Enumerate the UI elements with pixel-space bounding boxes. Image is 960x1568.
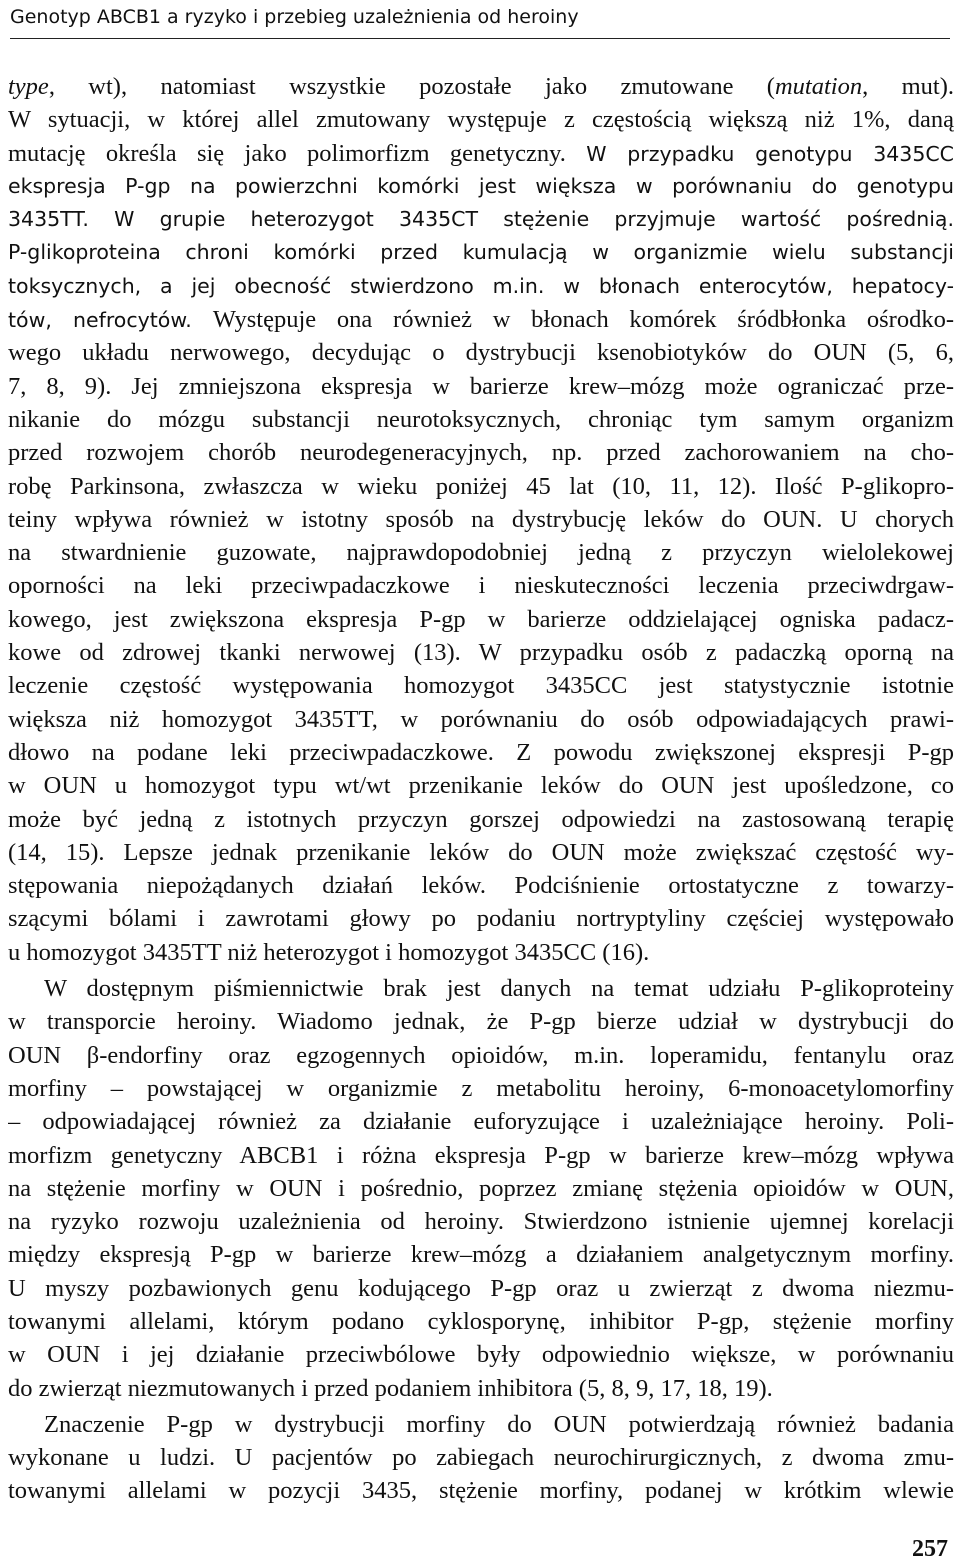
text-line (8, 1039, 954, 1072)
text-line (8, 137, 954, 170)
text-line (8, 203, 954, 236)
text-line (8, 1238, 954, 1271)
text-line (8, 270, 954, 303)
text-line (8, 1338, 954, 1371)
text-line (8, 336, 954, 369)
running-head: Genotyp ABCB1 a ryzyko i przebieg uzależnienia od heroiny (10, 4, 950, 39)
text-line (8, 869, 954, 902)
text-line (8, 1105, 954, 1138)
text-segment: na stwardnienie guzowate, najprawdopodobniej jedną z przyczyn wielolekowej (8, 539, 954, 567)
text-segment: do zwierząt niezmutowanych i przed podaniem inhibitora (5, 8, 9, 17, 18, 19). (8, 1374, 773, 1402)
text-line (8, 836, 954, 869)
text-segment: W sytuacji, w której allel zmutowany występuje z częstością większą niż 1%, daną (8, 106, 954, 134)
text-segment: między ekspresją P-gp w barierze krew–mózg a działaniem analgetycznym morfiny. (8, 1241, 954, 1269)
paragraph (8, 1408, 954, 1508)
text-segment: teiny wpływa również w istotny sposób na dystrybucję leków do OUN. U chorych (8, 505, 954, 533)
text-line (8, 936, 954, 969)
text-segment: stępowania niepożądanych działań leków. Podciśnienie ortostatyczne z towarzy- (8, 872, 954, 900)
page-number: 257 (912, 1536, 948, 1562)
text-segment: w OUN u homozygot typu wt/wt przenikanie leków do OUN jest upośledzone, co (8, 772, 954, 800)
body-text (8, 70, 954, 1508)
text-segment: wykonane u ludzi. U pacjentów po zabiegach neurochirurgicznych, z dwoma zmu- (8, 1444, 954, 1472)
text-line (8, 1072, 954, 1105)
paragraph (8, 70, 954, 969)
text-line (8, 1408, 954, 1441)
text-segment: type (8, 73, 49, 100)
text-segment: U myszy pozbawionych genu kodującego P-gp oraz u zwierząt z dwoma niezmu- (8, 1274, 954, 1302)
text-segment: kowego, jest zwiększona ekspresja P-gp w barierze oddzielającej ogniska padacz- (8, 605, 954, 633)
text-segment: leczenie częstość występowania homozygot 3435CC jest statystycznie istotnie (8, 672, 954, 700)
text-line (8, 1205, 954, 1238)
text-segment: na stężenie morfiny w OUN i pośrednio, poprzez zmianę stężenia opioidów w OUN, (8, 1174, 954, 1202)
text-line (8, 1005, 954, 1038)
text-segment: W dostępnym piśmiennictwie brak jest danych na temat udziału P-glikoproteiny (44, 975, 954, 1003)
text-segment: szącymi bólami i zawrotami głowy po podaniu nortryptyliny częściej występowało (8, 905, 954, 933)
text-segment: ekspresja P-gp na powierzchni komórki jest większa w porównaniu do genotypu (8, 173, 954, 198)
text-line (8, 1139, 954, 1172)
text-line (8, 1305, 954, 1338)
text-line (8, 603, 954, 636)
text-line (8, 370, 954, 403)
text-segment: kowe od zdrowej tkanki nerwowej (13). W przypadku osób z padaczką oporną na (8, 639, 954, 667)
text-segment: towanymi allelami w pozycji 3435, stężenie morfiny, podanej w krótkim wlewie (8, 1477, 954, 1505)
text-segment: Znaczenie P-gp w dystrybucji morfiny do OUN potwierdzają również badania (44, 1410, 954, 1438)
text-segment: morfiny – powstającej w organizmie z metabolitu heroiny, 6-monoacetylomorfiny (8, 1074, 954, 1102)
text-segment: toksycznych, a jej obecność stwierdzono m.in. w błonach enterocytów, hepatocy- (8, 273, 954, 298)
text-line (8, 769, 954, 802)
text-segment: na ryzyko rozwoju uzależnienia od heroiny. Stwierdzono istnienie ujemnej korelacji (8, 1208, 954, 1236)
text-segment: przed rozwojem chorób neurodegeneracyjnych, np. przed zachorowaniem na cho- (8, 439, 954, 467)
text-segment: w transporcie heroiny. Wiadomo jednak, że P-gp bierze udział w dystrybucji do (8, 1008, 954, 1036)
text-line (8, 569, 954, 602)
text-segment: mutation (774, 73, 863, 100)
text-line (8, 470, 954, 503)
text-segment: – odpowiadającej również za działanie euforyzujące i uzależniające heroiny. Poli- (8, 1108, 954, 1136)
text-segment: 3435TT. W grupie heterozygot 3435CT stężenie przyjmuje wartość pośrednią. (8, 207, 954, 232)
text-line (8, 236, 954, 269)
text-segment: , mut). (862, 73, 954, 100)
text-line (8, 1372, 954, 1405)
text-segment: OUN β-endorfiny oraz egzogennych opioidów, m.in. loperamidu, fentanylu oraz (8, 1041, 954, 1069)
text-segment: nikanie do mózgu substancji neurotoksycznych, chroniąc tym samym organizm (8, 405, 954, 433)
text-line (8, 103, 954, 136)
text-line (8, 636, 954, 669)
text-segment: w OUN i jej działanie przeciwbólowe były odpowiednio większe, w porównaniu (8, 1341, 954, 1369)
text-segment: Występuje ona również w błonach komórek śródbłonka ośrodko- (212, 306, 954, 334)
text-line (8, 503, 954, 536)
text-line (8, 703, 954, 736)
text-segment: wego układu nerwowego, decydując o dystrybucji ksenobiotyków do OUN (5, 6, (8, 339, 954, 367)
text-line (8, 972, 954, 1005)
text-line (8, 436, 954, 469)
text-line (8, 1474, 954, 1507)
text-line (8, 902, 954, 935)
text-line (8, 1441, 954, 1474)
text-segment: oporności na leki przeciwpadaczkowe i nieskuteczności leczenia przeciwdrgaw- (8, 572, 954, 600)
text-line (8, 536, 954, 569)
paragraph (8, 972, 954, 1405)
text-segment: P-glikoproteina chroni komórki przed kumulacją w organizmie wielu substancji (8, 240, 954, 265)
text-segment: (14, 15). Lepsze jednak przenikanie leków do OUN może zwiększać częstość wy- (8, 838, 954, 866)
text-segment: u homozygot 3435TT niż heterozygot i homozygot 3435CC (16). (8, 938, 650, 966)
text-line (8, 303, 954, 336)
text-line (8, 669, 954, 702)
text-line (8, 70, 954, 103)
text-segment: , wt), natomiast wszystkie pozostałe jako zmutowane ( (48, 73, 775, 100)
text-segment: morfizm genetyczny ABCB1 i różna ekspresja P-gp w barierze krew–mózg wpływa (8, 1141, 954, 1169)
text-segment: dłowo na podane leki przeciwpadaczkowe. Z powodu zwiększonej ekspresji P-gp (8, 738, 954, 766)
text-line (8, 1172, 954, 1205)
text-segment: tów, nefrocytów. (8, 308, 213, 333)
text-segment: robę Parkinsona, zwłaszcza w wieku poniżej 45 lat (10, 11, 12). Ilość P-glikopro- (8, 472, 954, 500)
text-segment: W przypadku genotypu 3435CC (586, 141, 954, 166)
text-segment: większa niż homozygot 3435TT, w porównaniu do osób odpowiadających prawi- (8, 705, 954, 733)
text-line (8, 403, 954, 436)
text-segment: towanymi allelami, którym podano cyklosporynę, inhibitor P-gp, stężenie morfiny (8, 1307, 954, 1335)
text-line (8, 1272, 954, 1305)
text-line (8, 170, 954, 203)
text-segment: może być jedną z istotnych przyczyn gorszej odpowiedzi na zastosowaną terapię (8, 805, 954, 833)
text-line (8, 736, 954, 769)
text-line (8, 803, 954, 836)
text-segment: 7, 8, 9). Jej zmniejszona ekspresja w barierze krew–mózg może ograniczać prze- (8, 372, 954, 400)
text-segment: mutację określa się jako polimorfizm genetyczny. (8, 139, 587, 167)
